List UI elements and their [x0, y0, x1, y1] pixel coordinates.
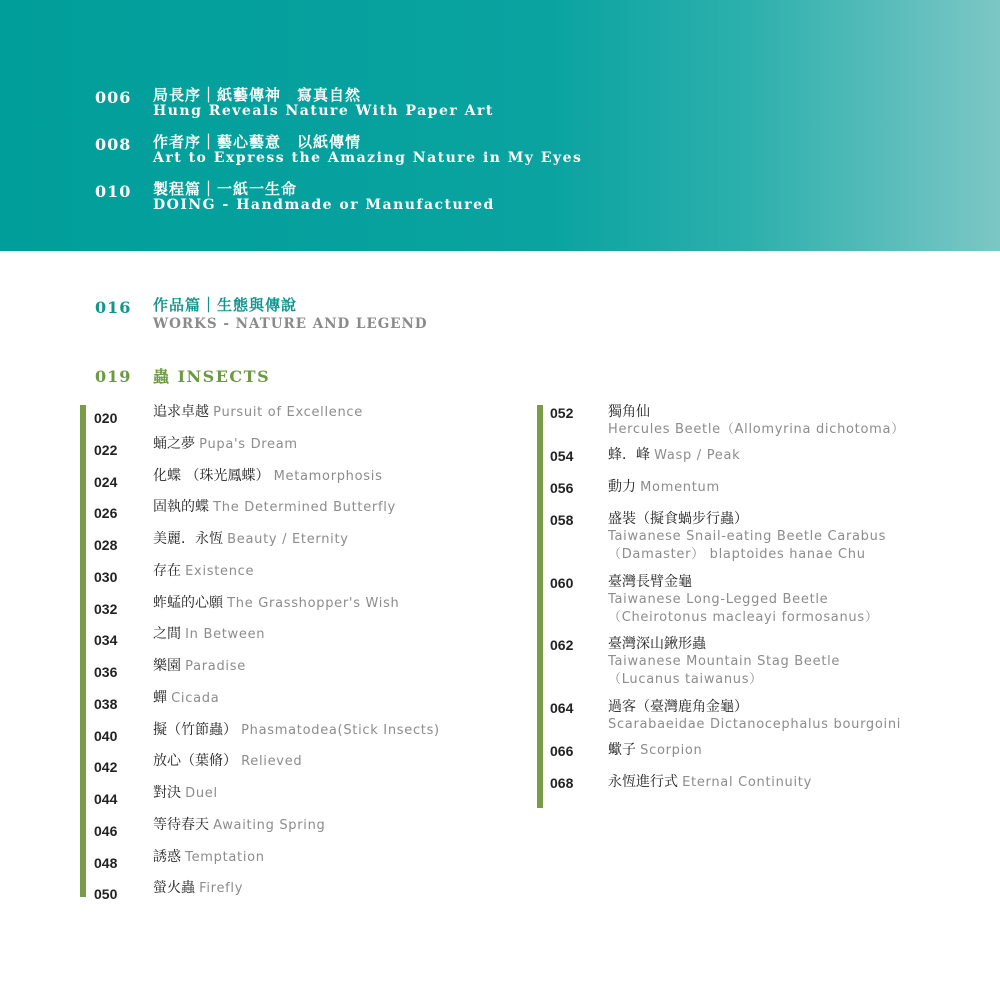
toc-entry[interactable] — [94, 719, 514, 751]
entry-title — [153, 528, 349, 548]
entry-title-en: Relieved — [241, 754, 303, 770]
page-number: 038 — [94, 695, 118, 712]
entry-title — [153, 750, 302, 770]
left-column-bar — [80, 405, 86, 897]
entry-title-zh: 動力 — [608, 479, 636, 495]
entry-title-zh: 蠍子 — [608, 742, 636, 758]
entry-title — [153, 719, 440, 739]
page-number: 042 — [94, 759, 118, 776]
toc-entry[interactable] — [94, 750, 514, 782]
toc-entry[interactable] — [94, 877, 514, 909]
page-number: 050 — [94, 886, 118, 903]
entry-title — [153, 846, 265, 866]
entry-title-en: The Determined Butterfly — [213, 500, 396, 516]
entry-title-zh: 樂園 — [153, 658, 181, 674]
entry-subtitle: Taiwanese Long-Legged Beetle — [608, 592, 829, 607]
page-number: 019 — [95, 367, 132, 386]
page-number: 010 — [95, 182, 132, 201]
entry-title — [153, 560, 254, 580]
entry-title-en: DOING - Handmade or Manufactured — [153, 197, 495, 213]
toc-insects-heading[interactable] — [0, 362, 1000, 388]
entry-title-zh: 對決 — [153, 785, 181, 801]
entry-title-zh: 等待春天 — [153, 816, 209, 833]
page-number: 022 — [94, 441, 118, 458]
entry-title-en: Paradise — [185, 659, 246, 674]
entry-title-en: Wasp / Peak — [654, 448, 741, 463]
entry-title-en: Hung Reveals Nature With Paper Art — [153, 103, 494, 119]
page-number: 020 — [94, 410, 118, 426]
entry-title-zh: 螢火蟲 — [153, 880, 195, 897]
page-number: 068 — [550, 775, 574, 791]
entry-subtitle: （Cheirotonus macleayi formosanus） — [608, 610, 879, 625]
entry-title-en: Pursuit of Excellence — [213, 405, 363, 420]
entry-title-en: The Grasshopper's Wish — [227, 595, 400, 611]
entry-title-en: In Between — [185, 627, 266, 643]
toc-entry[interactable] — [550, 444, 970, 464]
entry-title-zh: 局長序｜紙藝傳神 寫真自然 — [153, 86, 362, 104]
entry-title-zh: 誘惑 — [153, 848, 181, 865]
entry-title-zh: 盛裝（擬食蝸步行蟲） — [608, 511, 748, 527]
page-number: 062 — [550, 637, 574, 653]
right-column-bar — [537, 405, 543, 808]
entry-title-en: Momentum — [640, 480, 720, 495]
toc-entry[interactable] — [94, 465, 514, 497]
page-number: 024 — [94, 473, 118, 490]
page-number: 028 — [94, 537, 118, 553]
toc-entry[interactable] — [94, 401, 514, 433]
entry-title-en: Eternal Continuity — [682, 775, 812, 790]
entry-title-zh: 固執的蝶 — [153, 499, 209, 516]
entry-title-en: Awaiting Spring — [213, 817, 326, 833]
page-number: 058 — [550, 512, 574, 528]
entry-title-zh: 存在 — [153, 562, 181, 579]
page-number: 046 — [94, 822, 118, 839]
toc-intro-entry[interactable] — [0, 129, 1000, 169]
entry-title — [608, 771, 812, 791]
page-number: 034 — [94, 632, 118, 649]
page-number: 026 — [94, 505, 118, 522]
entry-title-en: Phasmatodea(Stick Insects) — [241, 722, 440, 738]
entry-title-en: Duel — [185, 786, 218, 801]
toc-works-heading[interactable] — [0, 292, 1000, 337]
entry-title-en: Art to Express the Amazing Nature in My Eyes — [153, 150, 583, 166]
entry-title-zh: 製程篇｜一紙一生命 — [153, 180, 298, 198]
toc-entry[interactable] — [550, 771, 970, 791]
page-number: 066 — [550, 743, 574, 759]
chapter-title: 蟲 INSECTS — [153, 367, 271, 386]
page-number: 056 — [550, 480, 574, 496]
entry-title-en: Existence — [185, 563, 255, 579]
page-number: 040 — [94, 727, 118, 744]
page-number: 054 — [550, 448, 574, 464]
page-number: 016 — [95, 298, 132, 317]
entry-title — [153, 814, 326, 834]
entry-title — [608, 739, 703, 759]
page-number: 048 — [94, 854, 118, 871]
page-number: 030 — [94, 568, 118, 585]
page-number: 060 — [550, 575, 574, 591]
entry-title-en: Cicada — [171, 690, 220, 706]
entry-subtitle: （Damaster） blaptoides hanae Chu — [608, 547, 866, 562]
toc-intro-entry[interactable] — [0, 82, 1000, 122]
page-number: 006 — [95, 88, 132, 107]
toc-entry[interactable] — [94, 433, 514, 465]
entry-title-en: Scorpion — [640, 743, 703, 758]
page-number: 044 — [94, 791, 118, 807]
entry-title-zh: 蜂．峰 — [608, 447, 650, 463]
entry-title-zh: 化蝶 （珠光鳳蝶） — [153, 467, 270, 484]
entry-title — [153, 592, 400, 612]
entry-title — [608, 508, 886, 564]
entry-title — [153, 687, 219, 707]
page-number: 064 — [550, 700, 574, 716]
entry-title — [153, 496, 396, 516]
entry-subtitle: Taiwanese Snail-eating Beetle Carabus — [608, 529, 887, 544]
section-title-zh: 作品篇｜生態與傳說 — [153, 296, 298, 314]
entry-title-zh: 永恆進行式 — [608, 774, 678, 790]
section-title-en: WORKS - NATURE AND LEGEND — [153, 316, 428, 332]
page-number: 008 — [95, 135, 132, 154]
page-number: 036 — [94, 664, 118, 680]
entry-title-zh: 蚱蜢的心願 — [153, 594, 223, 611]
entry-title — [608, 401, 905, 439]
entry-title-zh: 獨角仙 — [608, 404, 650, 420]
entry-title — [608, 444, 740, 464]
toc-entry[interactable] — [550, 401, 970, 439]
toc-intro-entry[interactable] — [0, 176, 1000, 216]
entry-title-zh: 擬（竹節蟲） — [153, 721, 237, 738]
toc-entry[interactable] — [94, 782, 514, 814]
page-number: 052 — [550, 405, 574, 421]
entry-title-zh: 臺灣長臂金龜 — [608, 574, 692, 590]
entry-title-zh: 追求卓越 — [153, 404, 209, 420]
entry-title — [153, 401, 363, 421]
entry-title-zh: 蟬 — [153, 689, 167, 706]
entry-title — [153, 465, 383, 485]
entry-title-zh: 過客（臺灣鹿角金龜） — [608, 699, 748, 715]
entry-title-en: Temptation — [185, 849, 265, 865]
toc-entry[interactable] — [94, 560, 514, 592]
toc-entry[interactable] — [94, 623, 514, 655]
entry-title-en: Beauty / Eternity — [227, 532, 349, 547]
toc-entry[interactable] — [550, 571, 970, 627]
toc-entry[interactable] — [94, 496, 514, 528]
entry-subtitle: Taiwanese Mountain Stag Beetle — [608, 654, 841, 669]
toc-entry[interactable] — [94, 846, 514, 878]
entry-title — [608, 696, 901, 734]
entry-subtitle: （Lucanus taiwanus） — [608, 672, 763, 687]
toc-entry[interactable] — [550, 476, 970, 496]
entry-title-zh: 美麗．永恆 — [153, 531, 223, 547]
entry-title-zh: 之間 — [153, 626, 181, 643]
toc-entry[interactable] — [550, 739, 970, 759]
toc-entry[interactable] — [94, 655, 514, 687]
toc-entry[interactable] — [94, 814, 514, 846]
entry-title — [608, 633, 840, 689]
entry-title-zh: 放心（葉脩） — [153, 753, 237, 770]
entry-title — [608, 571, 879, 627]
toc-entry[interactable] — [94, 687, 514, 719]
entry-title-zh: 蛹之夢 — [153, 435, 195, 452]
entry-title-zh: 作者序｜藝心藝意 以紙傳情 — [153, 133, 362, 151]
entry-title — [153, 877, 243, 897]
entry-title — [153, 623, 265, 643]
entry-title-zh: 臺灣深山鍬形蟲 — [608, 636, 706, 652]
page-number: 032 — [94, 600, 118, 617]
toc-entry[interactable] — [550, 633, 970, 689]
toc-entry[interactable] — [94, 592, 514, 624]
entry-title-en: Metamorphosis — [273, 468, 383, 484]
entry-title — [153, 433, 298, 453]
entry-title-en: Pupa's Dream — [199, 436, 298, 452]
toc-entry[interactable] — [94, 528, 514, 560]
entry-title-en: Firefly — [199, 881, 244, 897]
entry-subtitle: Hercules Beetle（Allomyrina dichotoma） — [608, 422, 905, 437]
entry-title — [153, 782, 218, 802]
entry-title — [608, 476, 720, 496]
toc-entry[interactable] — [550, 508, 970, 564]
entry-subtitle: Scarabaeidae Dictanocephalus bourgoini — [608, 717, 902, 732]
entry-title — [153, 655, 246, 675]
toc-entry[interactable] — [550, 696, 970, 734]
